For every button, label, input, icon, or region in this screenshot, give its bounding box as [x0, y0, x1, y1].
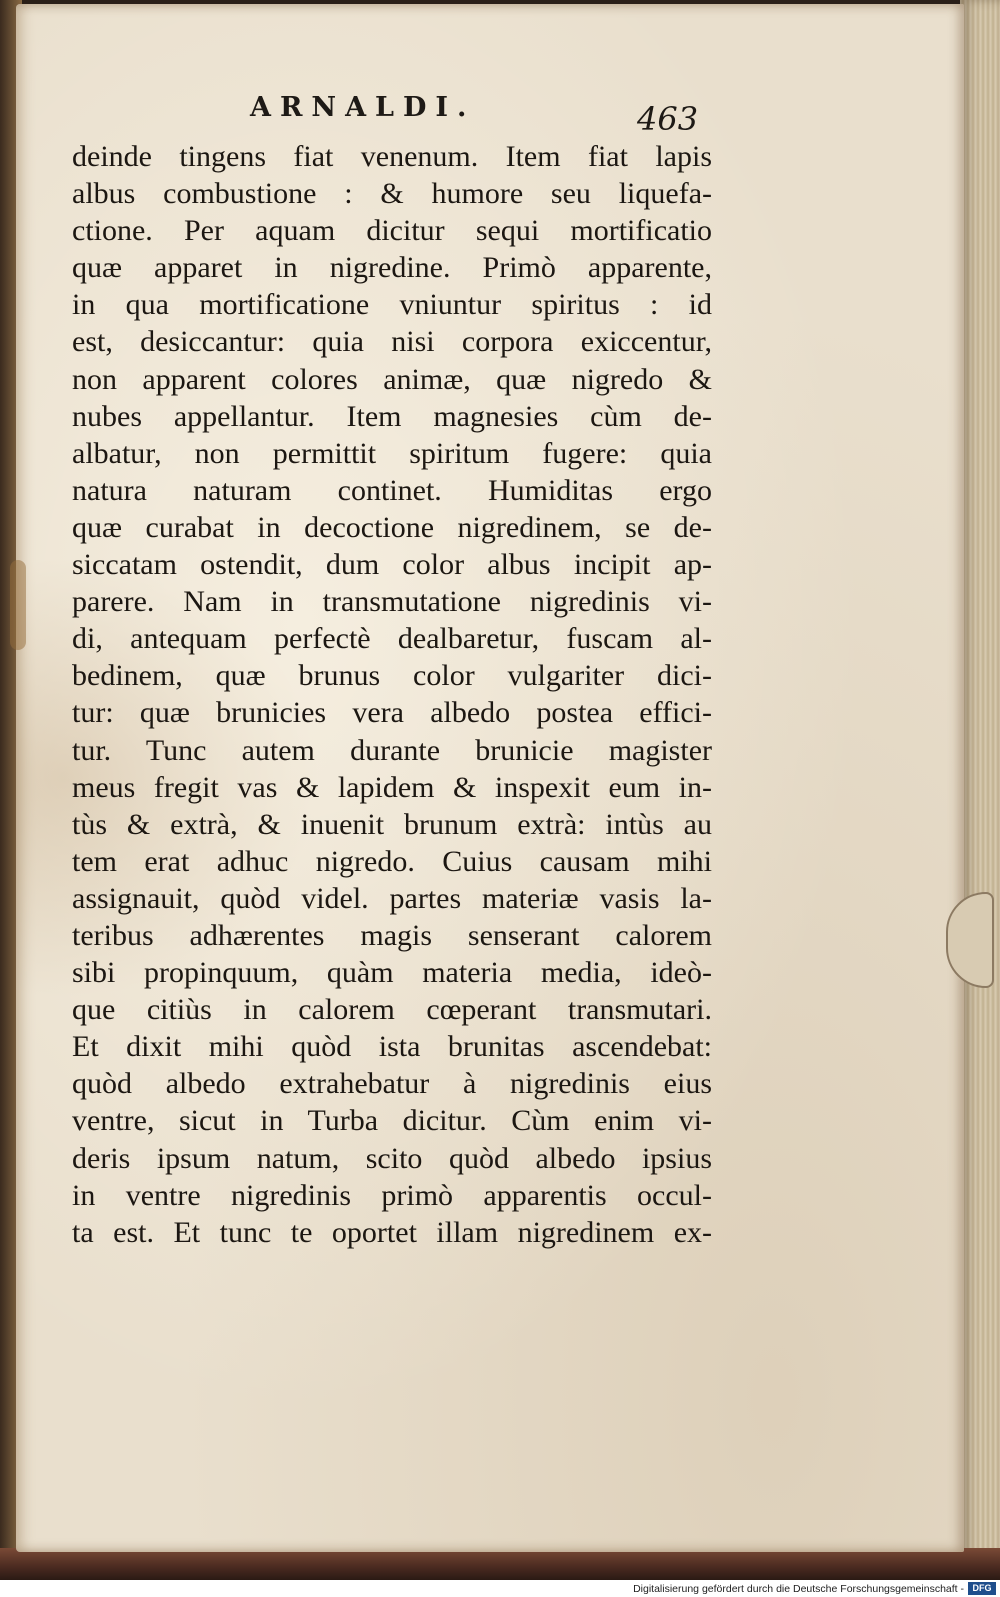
text-line: deris ipsum natum, scito quòd albedo ipsius: [72, 1141, 712, 1175]
page-number: 463: [637, 100, 699, 138]
text-line: in qua mortificatione vniuntur spiritus : id: [72, 288, 712, 322]
text-line: bedinem, quæ brunus color vulgariter dici-: [72, 659, 712, 693]
page-fore-edge: [960, 0, 1000, 1580]
text-line: Et dixit mihi quòd ista brunitas ascendebat:: [72, 1030, 712, 1064]
text-line: assignauit, quòd videl. partes materiæ vasis la-: [72, 881, 712, 915]
text-line: natura naturam continet. Humiditas ergo: [72, 473, 712, 507]
dfg-logo: DFG: [968, 1582, 996, 1595]
text-line: tur: quæ brunicies vera albedo postea effici-: [72, 696, 712, 730]
text-line: parere. Nam in transmutatione nigredinis vi-: [72, 585, 712, 619]
text-line: siccatam ostendit, dum color albus incipit ap-: [72, 548, 712, 582]
text-line: quòd albedo extrahebatur à nigredinis eius: [72, 1067, 712, 1101]
text-line: quæ apparet in nigredine. Primò apparente,: [72, 251, 712, 285]
text-line: in ventre nigredinis primò apparentis occul-: [72, 1178, 712, 1212]
running-head: ARNALDI.: [250, 92, 476, 123]
text-line: albatur, non permittit spiritum fugere: quia: [72, 436, 712, 470]
text-line: quæ curabat in decoctione nigredinem, se de-: [72, 510, 712, 544]
text-line: tùs & extrà, & inuenit brunum extrà: intùs au: [72, 807, 712, 841]
text-line: tur. Tunc autem durante brunicie magister: [72, 733, 712, 767]
footer-credit: Digitalisierung gefördert durch die Deutsche Forschungsgemeinschaft -: [633, 1583, 964, 1595]
text-line: ctione. Per aquam dicitur sequi mortificatio: [72, 214, 712, 248]
text-line: di, antequam perfectè dealbaretur, fuscam al-: [72, 622, 712, 656]
text-block: [72, 138, 712, 1251]
paper-stain: [10, 560, 26, 650]
text-line: meus fregit vas & lapidem & inspexit eum in-: [72, 770, 712, 804]
text-line: nubes appellantur. Item magnesies cùm de-: [72, 399, 712, 433]
text-line: deinde tingens fiat venenum. Item fiat lapis: [72, 140, 712, 173]
text-line: ventre, sicut in Turba dicitur. Cùm enim vi-: [72, 1104, 712, 1138]
text-line: est, desiccantur: quia nisi corpora exiccentur,: [72, 325, 712, 359]
book-cover-edge: [0, 1548, 1000, 1580]
text-line: sibi propinquum, quàm materia media, ideò-: [72, 956, 712, 990]
text-line: teribus adhærentes magis senserant calorem: [72, 918, 712, 952]
text-line: ta est. Et tunc te oportet illam nigredinem ex-: [72, 1215, 712, 1249]
text-line: tem erat adhuc nigredo. Cuius causam mihi: [72, 844, 712, 878]
text-line: que citiùs in calorem cœperant transmutari.: [72, 993, 712, 1027]
text-line: non apparent colores animæ, quæ nigredo &: [72, 362, 712, 396]
text-line: albus combustione : & humore seu liquefa-: [72, 177, 712, 211]
